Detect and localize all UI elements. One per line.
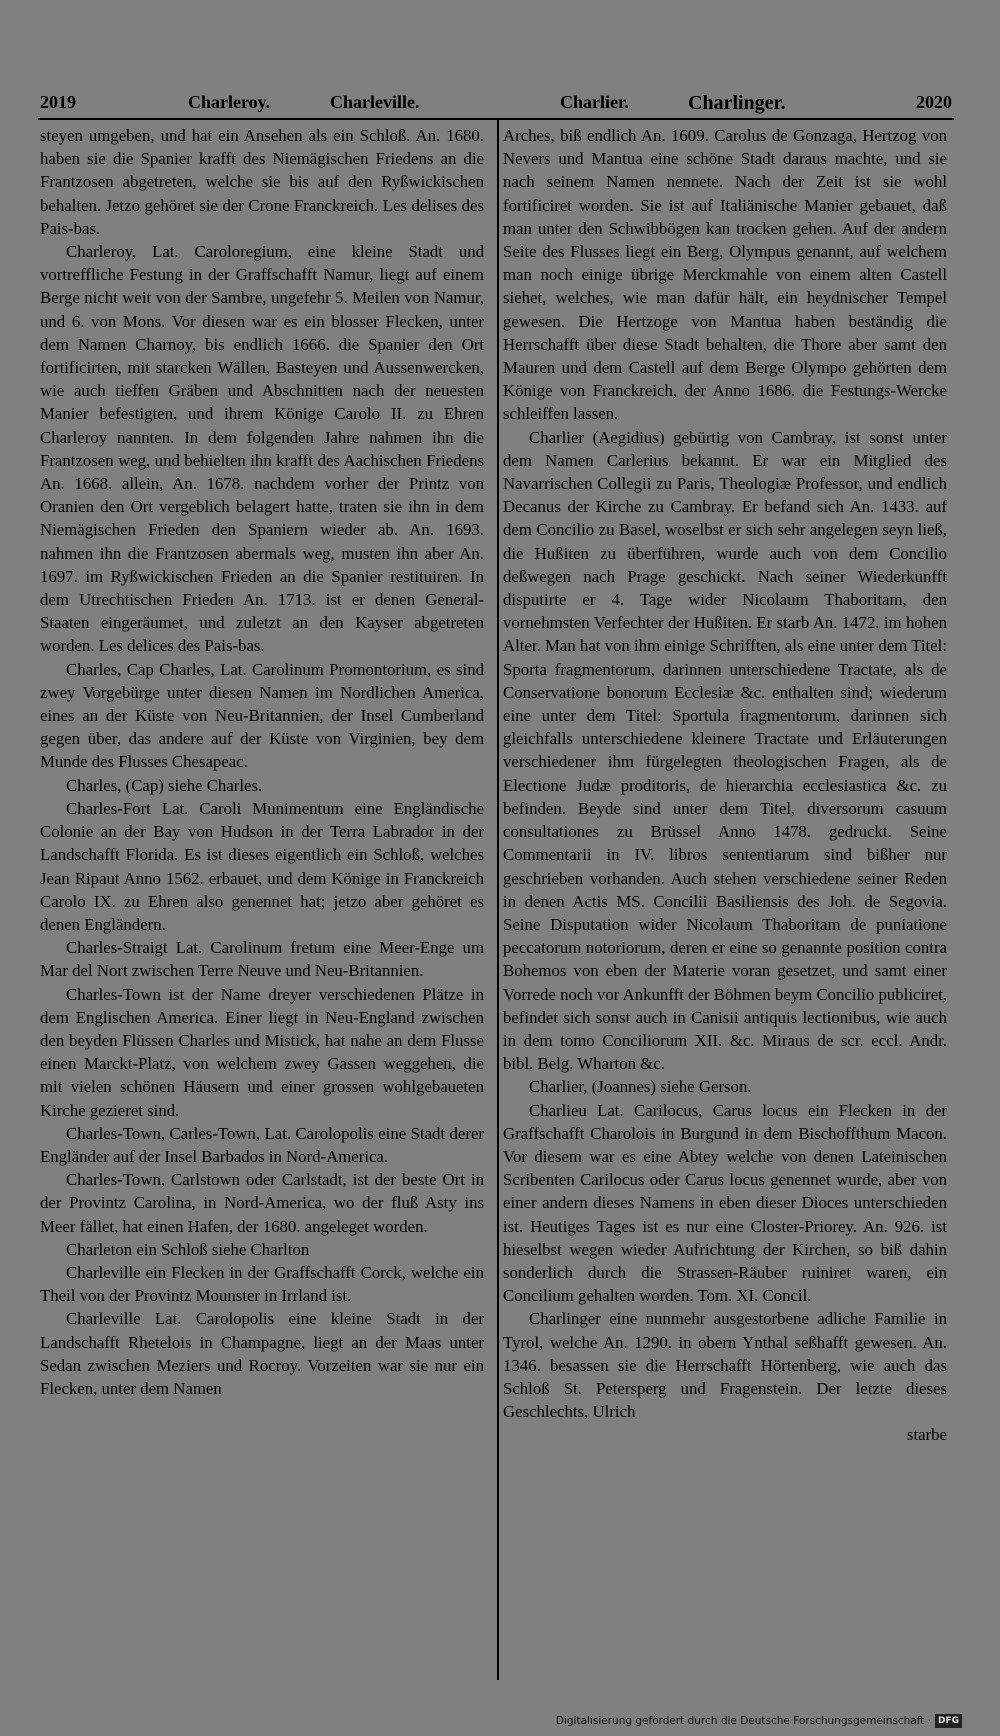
footer-text: Digitalisierung gefördert durch die Deutsche Forschungsgemeinschaft ·	[555, 1715, 931, 1727]
entry-paragraph: Charleroy, Lat. Caroloregium, eine kleine Stadt und vortreffliche Festung in der Graffschafft Namur, liegt auf einem Berge nicht weit von der Sambre, ungefehr 5. Meilen von Namur, und 6. von Mons. Vor diesen war es ein blosser Flecken, unter dem Namen Charnoy, bis endlich 1666. die Spanier den Ort fortificirten, mit starcken Wällen, Basteyen und Aussenwercken, wie auch tieffen Gräben und Abschnitten nach der neuesten Manier befestigten, und ihrem Könige Carolo II. zu Ehren Charleroy nannten. In dem folgenden Jahre nahmen ihn die Frantzosen weg, und behielten ihn krafft des Aachischen Friedens An. 1668. allein, An. 1678. nachdem vorher der Printz von Oranien den Ort vergeblich belagert hatte, traten sie ihn in dem Niemägischen Frieden den Spaniern wieder ab. An. 1693. nahmen ihn die Frantzosen abermals weg, musten ihn aber An. 1697. im Ryßwickischen Frieden an die Spanier restituiren. In dem Utrechtischen Frieden An. 1713. ist er denen General-Staaten eingeräumet, und zuletzt an den Kayser abgetreten worden. Les delices des Pais-bas.	[40, 242, 484, 656]
entry-paragraph: Charles-Town, Carlstown oder Carlstadt, ist der beste Ort in der Provintz Carolina, in Nord-America, wo der fluß Asty ins Meer fället, hat einen Hafen, der 1680. angeleget worden.	[40, 1170, 484, 1236]
dfg-logo-icon: DFG	[935, 1714, 962, 1728]
entry-paragraph: Charleton ein Schloß siehe Charlton	[66, 1239, 310, 1259]
column-divider	[497, 120, 499, 1680]
catchword-right-1: Charlier.	[560, 92, 629, 112]
header-rule	[38, 118, 954, 120]
entry-paragraph: Charleville ein Flecken in der Graffschafft Corck, welche ein Theil von der Provintz Mounster in Irrland ist.	[40, 1262, 484, 1306]
left-column	[40, 124, 484, 1400]
entry-paragraph: Charles, (Cap) siehe Charles.	[66, 775, 263, 795]
right-column	[503, 124, 947, 1447]
entry-paragraph: Charlinger eine nunmehr ausgestorbene adliche Familie in Tyrol, welche An. 1290. in obern Ynthal seßhafft gewesen. An. 1346. besassen sie die Herrschafft Hörtenberg, wie auch das Schloß St. Petersperg und Fragenstein. Der letzte dieses Geschlechts, Ulrich	[503, 1309, 947, 1422]
page-number-left: 2019	[40, 92, 76, 112]
entry-paragraph: steyen umgeben, und hat ein Ansehen als ein Schloß. An. 1680. haben sie die Spanier krafft des Niemägischen Friedens an die Frantzosen abgetreten, welche sie bis auf den Ryßwickischen behalten. Jetzo gehöret sie der Crone Franckreich. Les delises des Pais-bas.	[40, 126, 484, 238]
entry-paragraph: Charleville Lat. Carolopolis eine kleine Stadt in der Landschafft Rhetelois in Champagne, liegt an der Maas unter Sedan zwischen Meziers und Rocroy. Vorzeiten war sie nur ein Flecken, unter dem Namen	[40, 1309, 484, 1398]
catchword-left-1: Charleroy.	[188, 92, 271, 112]
catchword: starbe	[906, 1425, 947, 1445]
entry-paragraph: Charlier (Aegidius) gebürtig von Cambray, ist sonst unter dem Namen Carlerius bekannt. Er war ein Mitglied des Navarrischen Collegii zu Paris, Theologiæ Professor, und endlich Decanus der Kirche zu Cambray. Er befand sich An. 1433. auf dem Concilio zu Basel, woselbst er sich sehr angelegen seyn ließ, die Hußiten zu überführen, wurde auch von dem Concilio deßwegen nach Prage geschickt. Nach seiner Wiederkunfft disputirte er 4. Tage wider Nicolaum Thaboritam, den vornehmsten Verfechter der Hußiten. Er starb An. 1472. im hohen Alter. Man hat von ihm einige Schrifften, als eine unter dem Titel: Sporta fragmentorum, darinnen unterschiedene Tractate, als de Conservatione bonorum Ecclesiæ &c. enthalten sind; wiederum eine unter dem Titel: Sportula fragmentorum, darinnen sich gleichfalls unterschiedene kleinere Tractate und Erläuterungen verschiedener ihm fürgelegten theologischen Fragen, als de Electione Judæ proditoris, de hierarchia ecclesiastica &c. zu befinden. Beyde sind unter dem Titel, diversorum casuum consultationes zu Brüssel Anno 1478. gedruckt. Seine Commentarii in IV. libros sententiarum sind bißher nur geschrieben vorhanden. Auch stehen verschiedene seiner Reden in denen Actis MS. Concilii Basiliensis des Joh. de Segovia. Seine Disputation wider Nicolaum Thaboritam de puniatione peccatorum notoriorum, deren er eine so genannte position contra Bohemos von eben der Materie voran gesetzet, und samt einer Vorrede noch vor Ankunfft der Böhmen beym Concilio publiciret, befindet sich sonst auch in Canisii antiquis lectionibus, wie auch in dem tomo Conciliorum XII. &c. Miraus de scr. eccl. Andr. bibl. Belg. Wharton &c.	[503, 427, 947, 1074]
entry-paragraph: Charles-Straigt Lat. Carolinum fretum eine Meer-Enge um Mar del Nort zwischen Terre Neuve und Neu-Britannien.	[40, 938, 484, 981]
entry-paragraph: Charles-Fort Lat. Caroli Munimentum eine Engländische Colonie an der Bay von Hudson in der Terra Labrador in der Landschafft Florida. Es ist dieses eigentlich ein Schloß, welches Jean Ripaut Anno 1562. erbauet, und dem Könige in Franckreich Carolo IX. zu Ehren also genennet hat; jetzo aber gehöret es denen Engländern.	[40, 798, 484, 934]
footer-credit	[556, 1714, 962, 1728]
entry-paragraph: Charlieu Lat. Carilocus, Carus locus ein Flecken in der Graffschafft Charolois in Burgund in dem Bischoffthum Macon. Vor diesem war es eine Abtey welche von denen Lateinischen Scribenten Carilocus oder Carus locus genennet wurde, aber von einer andern dieses Namens in eben dieser Dioces unterschieden ist. Heutiges Tages ist es nur eine Closter-Priorey. An. 926. ist hieselbst wegen wieder Aufrichtung der Kirchen, so biß dahin sonderlich durch die Strassen-Räuber ruiniret waren, ein Concilium gehalten worden. Tom. XI. Concil.	[503, 1100, 947, 1306]
entry-paragraph: Charles, Cap Charles, Lat. Carolinum Promontorium, es sind zwey Vorgebürge unter diesen Namen im Nordlichen America, eines an der Küste von Neu-Britannien, der Insel Cumberland gegen über, das andere auf der Küste von Virginien, bey dem Munde des Flusses Chesapeac.	[40, 659, 484, 772]
catchword-left-2: Charleville.	[330, 92, 420, 112]
entry-paragraph: Charlier, (Joannes) siehe Gerson.	[529, 1077, 752, 1097]
entry-paragraph: Charles-Town, Carles-Town, Lat. Carolopolis eine Stadt derer Engländer auf der Insel Barbados in Nord-America.	[40, 1123, 484, 1166]
page-number-right: 2020	[916, 92, 952, 112]
entry-paragraph: Arches, biß endlich An. 1609. Carolus de Gonzaga, Hertzog von Nevers und Mantua eine schöne Stadt daraus machte, und sie nach seinem Namen nennete. Nach der Zeit ist sie wohl fortificiret worden. Sie ist auf Italiänische Manier gebauet, daß man unter den Schwibbögen kan trocken gehen. Auf der andern Seite des Flusses liegt ein Berg, Olympus genannt, auf welchem man noch einige übrige Merckmahle von einem alten Castell siehet, welches, wie man dafür hält, ein heydnischer Tempel gewesen. Die Hertzoge von Mantua haben beständig die Herrschafft über diese Stadt behalten, die Thore aber samt den Mauren und dem Castell auf dem Berge Olympo gehörten dem Könige von Franckreich, der Anno 1686. die Festungs-Wercke schleiffen lassen.	[503, 126, 947, 424]
entry-paragraph: Charles-Town ist der Name dreyer verschiedenen Plätze in dem Englischen America. Einer liegt in Neu-England zwischen den beyden Flüssen Charles und Mistick, hat nahe an dem Flusse einen Marckt-Platz, von welchem zwey Gassen weggehen, die mit vielen schönen Häusern und einer grossen wohlgebaueten Kirche gezieret sind.	[40, 984, 484, 1120]
catchword-right-2: Charlinger.	[688, 92, 786, 114]
